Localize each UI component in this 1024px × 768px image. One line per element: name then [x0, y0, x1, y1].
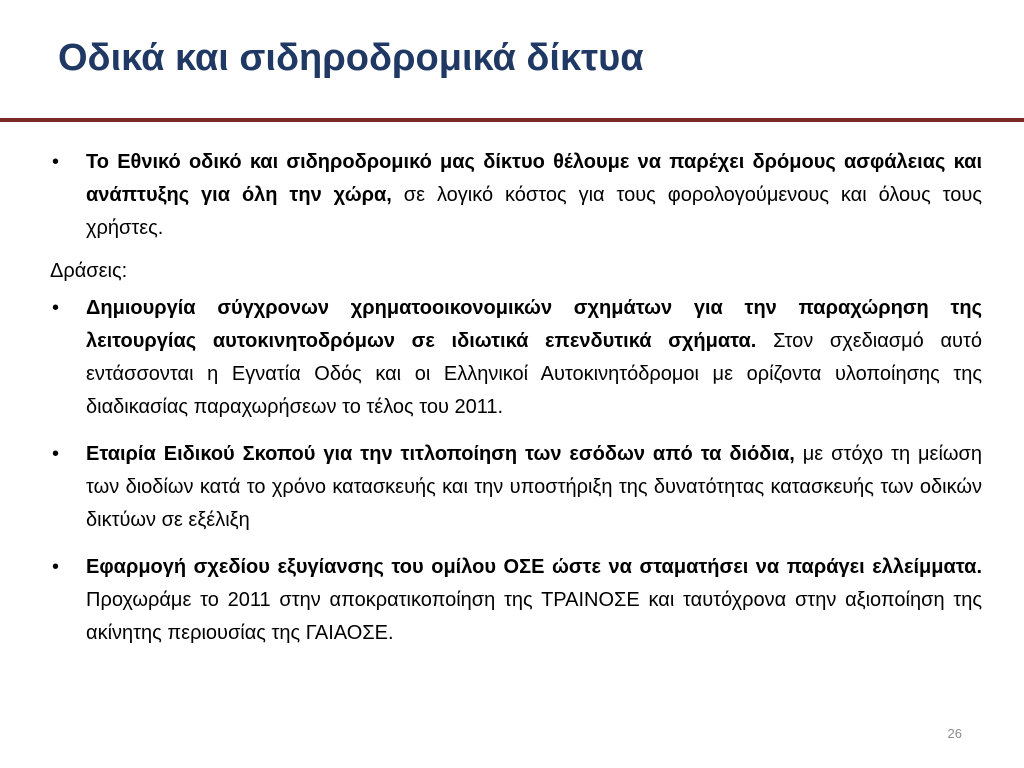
bullet-icon: •	[52, 297, 60, 319]
actions-heading: Δράσεις:	[50, 260, 128, 282]
action-text: με στόχο τη μείωση των διοδίων κατά το χρόνο κατασκευής και την υποστήριξη της δυνατότητας κατασκευής των οδικών δικτύων σε εξέλιξη	[86, 443, 982, 531]
action-item	[50, 551, 982, 650]
slide-content	[50, 146, 982, 650]
bullet-icon: •	[52, 556, 60, 578]
bullet-text: σε λογικό κόστος για τους φορολογούμενους και όλους τους χρήστες.	[86, 184, 982, 239]
bullet-icon: •	[52, 443, 60, 465]
action-item	[50, 292, 982, 424]
action-text: Στον σχεδιασμό αυτό εντάσσονται η Εγνατία Οδός και οι Ελληνικοί Αυτοκινητόδρομοι με ορίζοντα υλοποίησης της διαδικασίας παραχωρήσεων το τέλος του 2011.	[86, 330, 982, 418]
action-bold-text: Εφαρμογή σχεδίου εξυγίανσης του ομίλου ΟΣΕ ώστε να σταματήσει να παράγει ελλείμματα.	[86, 556, 982, 578]
bullet-item	[50, 146, 982, 245]
page-number: 26	[947, 726, 962, 741]
action-text: Προχωράμε το 2011 στην αποκρατικοποίηση της ΤΡΑΙΝΟΣΕ και ταυτόχρονα στην αξιοποίηση της ακίνητης περιουσίας της ΓΑΙΑΟΣΕ.	[86, 589, 982, 644]
title-divider	[0, 118, 1024, 122]
bullet-bold-text: Το Εθνικό οδικό και σιδηροδρομικό μας δίκτυο θέλουμε να παρέχει δρόμους ασφάλειας και ανάπτυξης για όλη την χώρα,	[86, 151, 982, 206]
slide-title: Οδικά και σιδηροδρομικά δίκτυα	[58, 37, 644, 79]
bullet-icon: •	[52, 151, 60, 173]
action-bold-text: Δημιουργία σύγχρονων χρηματοοικονομικών σχημάτων για την παραχώρηση της λειτουργίας αυτοκινητοδρόμων σε ιδιωτικά επενδυτικά σχήματα.	[86, 297, 982, 352]
action-bold-text: Εταιρία Ειδικού Σκοπού για την τιτλοποίηση των εσόδων από τα διόδια,	[86, 443, 795, 465]
action-item	[50, 438, 982, 537]
